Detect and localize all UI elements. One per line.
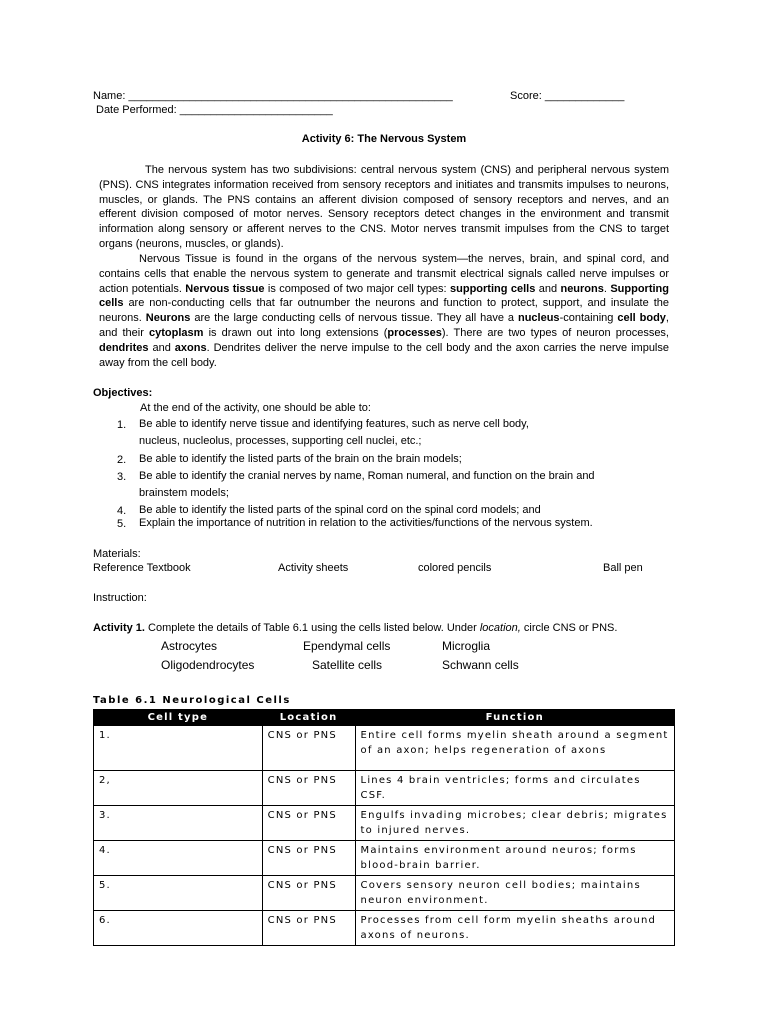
table-row [94, 771, 675, 806]
objective-number: 2. [117, 454, 127, 466]
objective-number: 1. [117, 419, 127, 431]
function-text: Lines 4 brain ventricles; forms and circulates CSF. [355, 771, 674, 806]
cell-option: Ependymal cells [303, 639, 391, 653]
material-item: colored pencils [418, 562, 492, 574]
table-row [94, 911, 675, 946]
neurological-cells-table [93, 709, 675, 946]
cell-option: Satellite cells [312, 658, 383, 672]
function-text: Processes from cell form myelin sheaths around axons of neurons. [355, 911, 674, 946]
table-row [94, 841, 675, 876]
cell-type-blank[interactable]: 2, [94, 771, 263, 806]
cell-type-blank[interactable]: 5. [94, 876, 263, 911]
material-item: Ball pen [603, 562, 643, 574]
cell-option: Astrocytes [161, 639, 218, 653]
objective-item: Explain the importance of nutrition in relation to the activities/functions of the nervous system. [139, 517, 593, 529]
objective-number: 5. [117, 518, 127, 530]
table-header-row [94, 710, 675, 726]
location-choice[interactable]: CNS or PNS [262, 726, 355, 771]
function-text: Covers sensory neuron cell bodies; maintains neuron environment. [355, 876, 674, 911]
column-header-function: Function [355, 710, 674, 726]
intro-paragraph-2: Nervous Tissue is found in the organs of the nervous system—the nerves, brain, and spinal cord, and contains cells that enable the nervous system to generate and transmit electrical signals called nerve impulses or action potentials. Nervous tissue is composed of two major cell types: supporting cells and neurons. Supporting cells are non-conducting cells that far outnumber the neurons and function to protect, support, and insulate the neurons. Neurons are the large conducting cells of nervous tissue. They all have a nucleus-containing cell body, and their cytoplasm is drawn out into long extensions (processes). There are two types of neuron processes, dendrites and axons. Dendrites deliver the nerve impulse to the cell body and the axon carries the nerve impulse away from the cell body. [99, 253, 669, 369]
objective-item: Be able to identify the cranial nerves by name, Roman numeral, and function on the brain and brainstem models; [139, 470, 595, 499]
cell-type-blank[interactable]: 4. [94, 841, 263, 876]
objective-number: 4. [117, 505, 127, 517]
table-caption: Table 6.1 Neurological Cells [93, 695, 291, 706]
location-choice[interactable]: CNS or PNS [262, 911, 355, 946]
objectives-lead: At the end of the activity, one should be able to: [140, 402, 371, 414]
intro-paragraph-1: The nervous system has two subdivisions: central nervous system (CNS) and peripheral nervous system (PNS). CNS integrates information received from sensory receptors and initiates and transmits impulses to neurons, muscles, or glands. The PNS contains an afferent division composed of sensory receptors and nerves, and an efferent division composed of motor nerves. Sensory receptors detect changes in the environment and transmit information along sensory or afferent nerves to the CNS. Motor nerves transmit impulses from the CNS to target organs (neurons, muscles, or glands). [99, 164, 669, 250]
cell-option: Microglia [442, 639, 491, 653]
score-field: Score: _____________ [510, 90, 625, 102]
materials-heading: Materials: [93, 548, 141, 560]
location-choice[interactable]: CNS or PNS [262, 771, 355, 806]
activity-1-instruction: Activity 1. Complete the details of Table 6.1 using the cells listed below. Under location, circle CNS or PNS. [93, 622, 618, 634]
table-row [94, 726, 675, 771]
table-row [94, 876, 675, 911]
objective-item: Be able to identify the listed parts of the spinal cord on the spinal cord models; and [139, 504, 541, 516]
location-choice[interactable]: CNS or PNS [262, 841, 355, 876]
instruction-label: Instruction: [93, 592, 147, 604]
date-performed-field: Date Performed: _________________________ [96, 104, 333, 116]
name-field: Name: _____________________________________________________ [93, 90, 453, 102]
page-title: Activity 6: The Nervous System [301, 133, 467, 145]
table-row [94, 806, 675, 841]
objective-item: Be able to identify the listed parts of the brain on the brain models; [139, 453, 462, 465]
cell-option: Oligodendrocytes [161, 658, 255, 672]
function-text: Engulfs invading microbes; clear debris; migrates to injured nerves. [355, 806, 674, 841]
function-text: Maintains environment around neuros; forms blood-brain barrier. [355, 841, 674, 876]
location-choice[interactable]: CNS or PNS [262, 806, 355, 841]
column-header-cell-type: Cell type [94, 710, 263, 726]
cell-option: Schwann cells [442, 658, 519, 672]
material-item: Reference Textbook [93, 562, 191, 574]
column-header-location: Location [262, 710, 355, 726]
objective-number: 3. [117, 471, 127, 483]
location-choice[interactable]: CNS or PNS [262, 876, 355, 911]
cell-type-blank[interactable]: 3. [94, 806, 263, 841]
cell-type-blank[interactable]: 6. [94, 911, 263, 946]
cell-type-blank[interactable]: 1. [94, 726, 263, 771]
function-text: Entire cell forms myelin sheath around a segment of an axon; helps regeneration of axons [355, 726, 674, 771]
material-item: Activity sheets [278, 562, 349, 574]
objective-item: Be able to identify nerve tissue and identifying features, such as nerve cell body, nucleus, nucleolus, processes, supporting cell nuclei, etc.; [139, 418, 529, 447]
objectives-heading: Objectives: [93, 387, 153, 399]
